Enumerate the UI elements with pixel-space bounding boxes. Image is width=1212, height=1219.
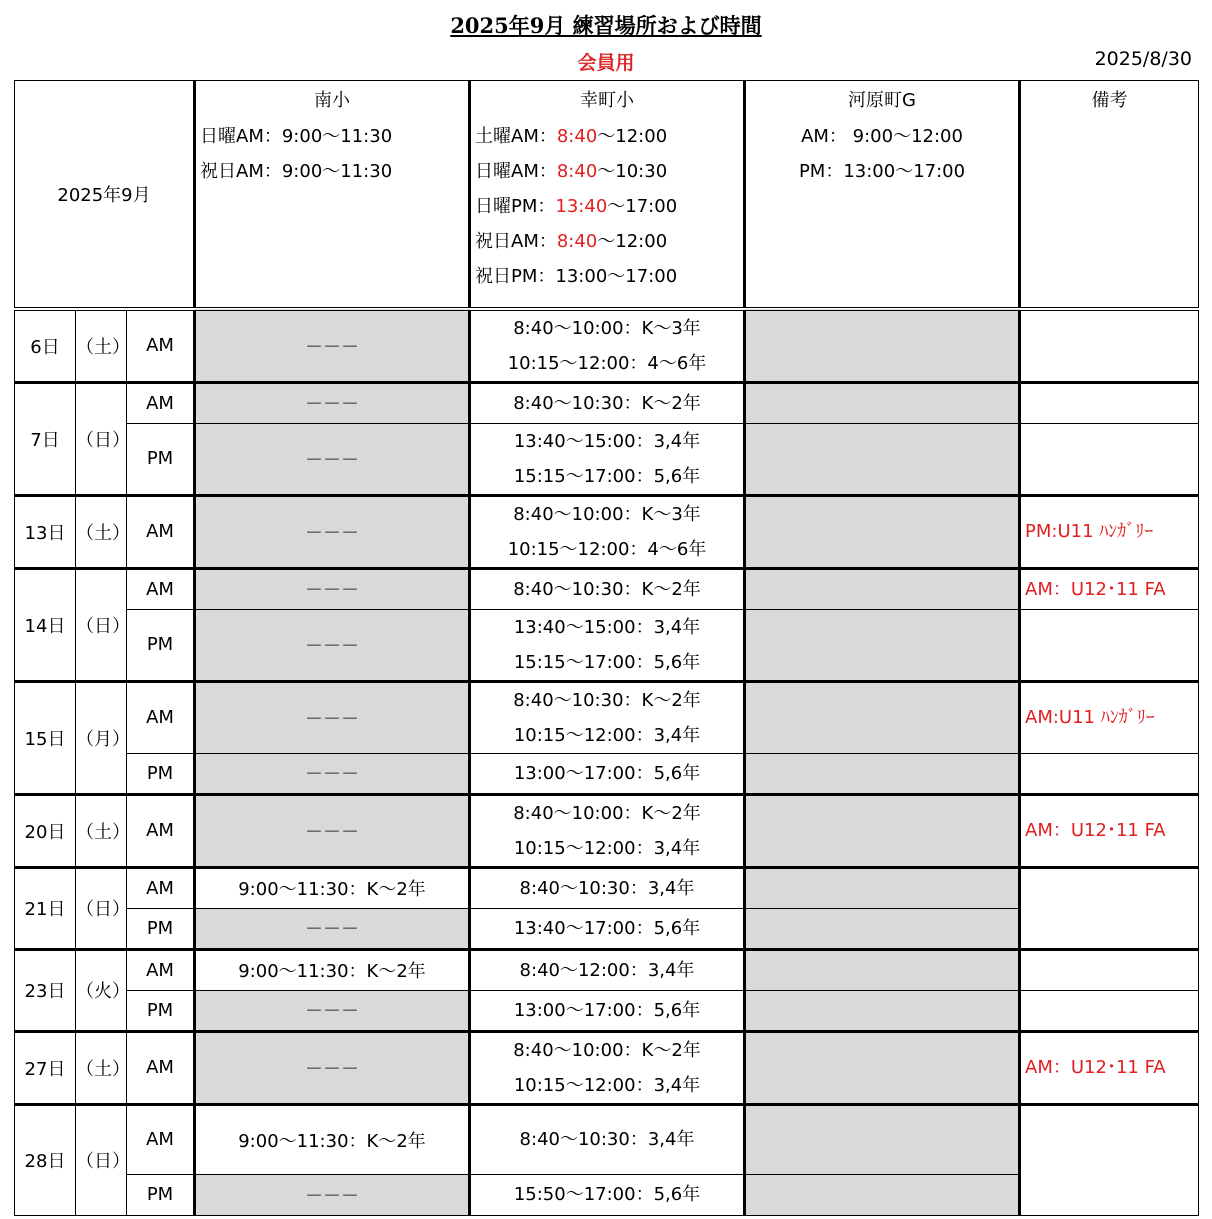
date-cell: 20日 — [15, 794, 76, 867]
notes-cell — [1020, 1031, 1199, 1104]
kawaramachi-cell — [745, 382, 1020, 423]
saiwaicho-cell — [470, 949, 745, 990]
hours-prefix: 日曜AM： — [475, 161, 557, 182]
hours-prefix: 土曜AM： — [475, 126, 557, 147]
hours-line: PM：13:00～17:00 — [798, 161, 966, 182]
kawaramachi-cell — [745, 990, 1020, 1031]
notes-cell — [1020, 568, 1199, 609]
saiwaicho-cell — [470, 753, 745, 794]
schedule-line: 8:40～10:30：3,4年 — [519, 1129, 695, 1150]
document-subtitle: 会員用 — [577, 52, 635, 74]
note-line: AM:U11 ﾊﾝｶﾞﾘｰ — [1025, 707, 1155, 728]
notes-cell — [1020, 949, 1199, 990]
venue-name: 河原町G — [848, 90, 916, 111]
schedule-row — [15, 681, 1199, 753]
kawaramachi-cell — [745, 867, 1020, 908]
schedule-row — [15, 309, 1199, 383]
kawaramachi-cell — [745, 1174, 1020, 1215]
schedule-line: 8:40～12:00：3,4年 — [519, 959, 695, 981]
minamisho-cell: 9:00～11:30：K～2年 — [195, 1104, 470, 1174]
hours-start-time: 13:40 — [555, 196, 608, 217]
schedule-row — [15, 1104, 1199, 1174]
schedule-line: 8:40～10:30：K～2年 — [513, 392, 701, 414]
schedule-line: 10:15～12:00：3,4年 — [513, 837, 701, 859]
document-date: 2025/8/30 — [1094, 48, 1192, 70]
notes-cell — [1020, 867, 1199, 949]
weekday-cell: （日） — [76, 568, 127, 681]
notes-cell — [1020, 990, 1199, 1031]
kawaramachi-cell — [745, 949, 1020, 990]
weekday-cell: （日） — [76, 1104, 127, 1215]
hours-line — [475, 154, 739, 189]
time-slot-cell: AM — [127, 794, 195, 867]
kawaramachi-cell — [745, 309, 1020, 383]
minamisho-cell: －－－ — [195, 681, 470, 753]
schedule-row — [15, 568, 1199, 609]
saiwaicho-cell — [470, 382, 745, 423]
schedule-line: 13:00～17:00：5,6年 — [513, 762, 701, 784]
saiwaicho-cell — [470, 681, 745, 753]
time-slot-cell: PM — [127, 609, 195, 681]
saiwaicho-cell — [470, 908, 745, 949]
weekday-cell: （土） — [76, 495, 127, 568]
weekday-cell: （火） — [76, 949, 127, 1031]
hours-line — [475, 119, 739, 154]
hours-line: 祝日AM：9:00～11:30 — [200, 161, 393, 182]
kawaramachi-cell — [745, 609, 1020, 681]
kawaramachi-cell — [745, 495, 1020, 568]
date-cell: 13日 — [15, 495, 76, 568]
time-slot-cell: PM — [127, 753, 195, 794]
schedule-line: 10:15～12:00：4～6年 — [507, 352, 707, 374]
saiwaicho-cell — [470, 495, 745, 568]
schedule-line: 15:50～17:00：5,6年 — [513, 1184, 701, 1205]
saiwaicho-cell — [470, 309, 745, 383]
time-slot-cell: AM — [127, 867, 195, 908]
weekday-cell: （日） — [76, 867, 127, 949]
note-line: AM：U12･11 FA — [1025, 1057, 1166, 1078]
hours-start-time: 8:40 — [556, 126, 598, 147]
minamisho-cell: －－－ — [195, 1174, 470, 1215]
schedule-line: 15:15～17:00：5,6年 — [513, 465, 701, 487]
notes-cell — [1020, 794, 1199, 867]
minamisho-cell: －－－ — [195, 990, 470, 1031]
time-slot-cell: AM — [127, 681, 195, 753]
saiwaicho-cell — [470, 1031, 745, 1104]
kawaramachi-cell — [745, 423, 1020, 495]
date-cell: 14日 — [15, 568, 76, 681]
header-notes — [1020, 81, 1199, 309]
schedule-line: 8:40～10:30：K～2年 — [513, 578, 701, 600]
weekday-cell: （月） — [76, 681, 127, 794]
minamisho-cell: －－－ — [195, 908, 470, 949]
schedule-row — [15, 753, 1199, 794]
notes-cell — [1020, 382, 1199, 423]
header-venue-saiwaicho — [470, 81, 745, 309]
schedule-row — [15, 609, 1199, 681]
hours-suffix: ～17:00 — [607, 196, 678, 217]
saiwaicho-cell — [470, 867, 745, 908]
schedule-line: 8:40～10:00：K～3年 — [513, 317, 701, 339]
schedule-line: 15:15～17:00：5,6年 — [513, 651, 701, 673]
schedule-line: 8:40～10:30：K～2年 — [513, 689, 701, 711]
hours-suffix: ～12:00 — [597, 231, 668, 252]
schedule-line: 8:40～10:00：K～2年 — [513, 1039, 701, 1061]
date-cell: 23日 — [15, 949, 76, 1031]
notes-cell — [1020, 309, 1199, 383]
venue-hours — [196, 119, 468, 189]
time-slot-cell: AM — [127, 309, 195, 383]
date-cell: 15日 — [15, 681, 76, 794]
header-venue-kawaramachi — [745, 81, 1020, 309]
header-month: 2025年9月 — [15, 81, 195, 309]
venue-hours — [471, 119, 743, 294]
saiwaicho-cell — [470, 568, 745, 609]
minamisho-cell: －－－ — [195, 309, 470, 383]
schedule-line: 10:15～12:00：3,4年 — [513, 1074, 701, 1096]
notes-cell — [1020, 495, 1199, 568]
notes-cell — [1020, 753, 1199, 794]
notes-cell — [1020, 609, 1199, 681]
kawaramachi-cell — [745, 681, 1020, 753]
hours-prefix: 祝日PM：13:00～17:00 — [475, 266, 678, 287]
schedule-row — [15, 495, 1199, 568]
kawaramachi-cell — [745, 908, 1020, 949]
saiwaicho-cell — [470, 794, 745, 867]
minamisho-cell: －－－ — [195, 495, 470, 568]
schedule-table — [14, 80, 1199, 1216]
date-cell: 6日 — [15, 309, 76, 383]
schedule-line: 13:40～15:00：3,4年 — [513, 430, 701, 452]
kawaramachi-cell — [745, 794, 1020, 867]
venue-hours — [746, 119, 1018, 189]
minamisho-cell: －－－ — [195, 794, 470, 867]
schedule-line: 8:40～10:00：K～3年 — [513, 503, 701, 525]
hours-line: AM： 9:00～12:00 — [801, 126, 963, 147]
kawaramachi-cell — [745, 753, 1020, 794]
header-venue-minamisho — [195, 81, 470, 309]
date-cell: 28日 — [15, 1104, 76, 1215]
date-cell: 27日 — [15, 1031, 76, 1104]
schedule-line: 13:40～17:00：5,6年 — [513, 917, 701, 939]
hours-line: 日曜AM：9:00～11:30 — [200, 126, 393, 147]
time-slot-cell: PM — [127, 990, 195, 1031]
schedule-line: 8:40～10:30：3,4年 — [519, 877, 695, 899]
time-slot-cell: AM — [127, 1104, 195, 1174]
minamisho-cell: －－－ — [195, 382, 470, 423]
time-slot-cell: PM — [127, 908, 195, 949]
weekday-cell: （土） — [76, 309, 127, 383]
weekday-cell: （日） — [76, 382, 127, 495]
hours-suffix: ～10:30 — [597, 161, 668, 182]
note-line: AM：U12･11 FA — [1025, 578, 1166, 600]
saiwaicho-cell — [470, 423, 745, 495]
hours-prefix: 祝日AM： — [475, 231, 557, 252]
schedule-line: 13:00～17:00：5,6年 — [513, 999, 701, 1021]
schedule-row — [15, 1031, 1199, 1104]
schedule-row — [15, 382, 1199, 423]
date-cell: 21日 — [15, 867, 76, 949]
hours-line — [475, 224, 739, 259]
hours-start-time: 8:40 — [556, 161, 598, 182]
kawaramachi-cell — [745, 1104, 1020, 1174]
venue-name: 南小 — [314, 90, 351, 111]
minamisho-cell: 9:00～11:30：K～2年 — [195, 867, 470, 908]
hours-start-time: 8:40 — [556, 231, 598, 252]
notes-cell — [1020, 423, 1199, 495]
saiwaicho-cell — [470, 990, 745, 1031]
minamisho-cell: －－－ — [195, 568, 470, 609]
time-slot-cell: AM — [127, 568, 195, 609]
schedule-line: 10:15～12:00：3,4年 — [513, 724, 701, 746]
schedule-line: 10:15～12:00：4～6年 — [507, 538, 707, 560]
schedule-row — [15, 867, 1199, 908]
kawaramachi-cell — [745, 568, 1020, 609]
minamisho-cell: －－－ — [195, 423, 470, 495]
schedule-line: 13:40～15:00：3,4年 — [513, 616, 701, 638]
saiwaicho-cell — [470, 609, 745, 681]
minamisho-cell: －－－ — [195, 609, 470, 681]
note-line: AM：U12･11 FA — [1025, 820, 1166, 841]
note-line: PM:U11 ﾊﾝｶﾞﾘｰ — [1025, 521, 1154, 542]
hours-prefix: 日曜PM： — [475, 196, 556, 217]
weekday-cell: （土） — [76, 1031, 127, 1104]
notes-cell — [1020, 1104, 1199, 1215]
time-slot-cell: AM — [127, 495, 195, 568]
hours-suffix: ～12:00 — [597, 126, 668, 147]
document-title: 2025年9月 練習場所および時間 — [450, 13, 762, 38]
schedule-row — [15, 949, 1199, 990]
kawaramachi-cell — [745, 1031, 1020, 1104]
hours-line — [475, 259, 739, 294]
schedule-row — [15, 423, 1199, 495]
time-slot-cell: AM — [127, 382, 195, 423]
schedule-row — [15, 794, 1199, 867]
schedule-row — [15, 990, 1199, 1031]
time-slot-cell: AM — [127, 949, 195, 990]
notes-heading: 備考 — [1091, 90, 1128, 111]
minamisho-cell: 9:00～11:30：K～2年 — [195, 949, 470, 990]
minamisho-cell: －－－ — [195, 1031, 470, 1104]
date-cell: 7日 — [15, 382, 76, 495]
minamisho-cell: －－－ — [195, 753, 470, 794]
time-slot-cell: PM — [127, 423, 195, 495]
weekday-cell: （土） — [76, 794, 127, 867]
saiwaicho-cell — [470, 1104, 745, 1174]
time-slot-cell: PM — [127, 1174, 195, 1215]
venue-name: 幸町小 — [580, 90, 635, 111]
notes-cell — [1020, 681, 1199, 753]
saiwaicho-cell — [470, 1174, 745, 1215]
header-row — [15, 81, 1199, 309]
schedule-line: 8:40～10:00：K～2年 — [513, 802, 701, 824]
hours-line — [475, 189, 739, 224]
time-slot-cell: AM — [127, 1031, 195, 1104]
